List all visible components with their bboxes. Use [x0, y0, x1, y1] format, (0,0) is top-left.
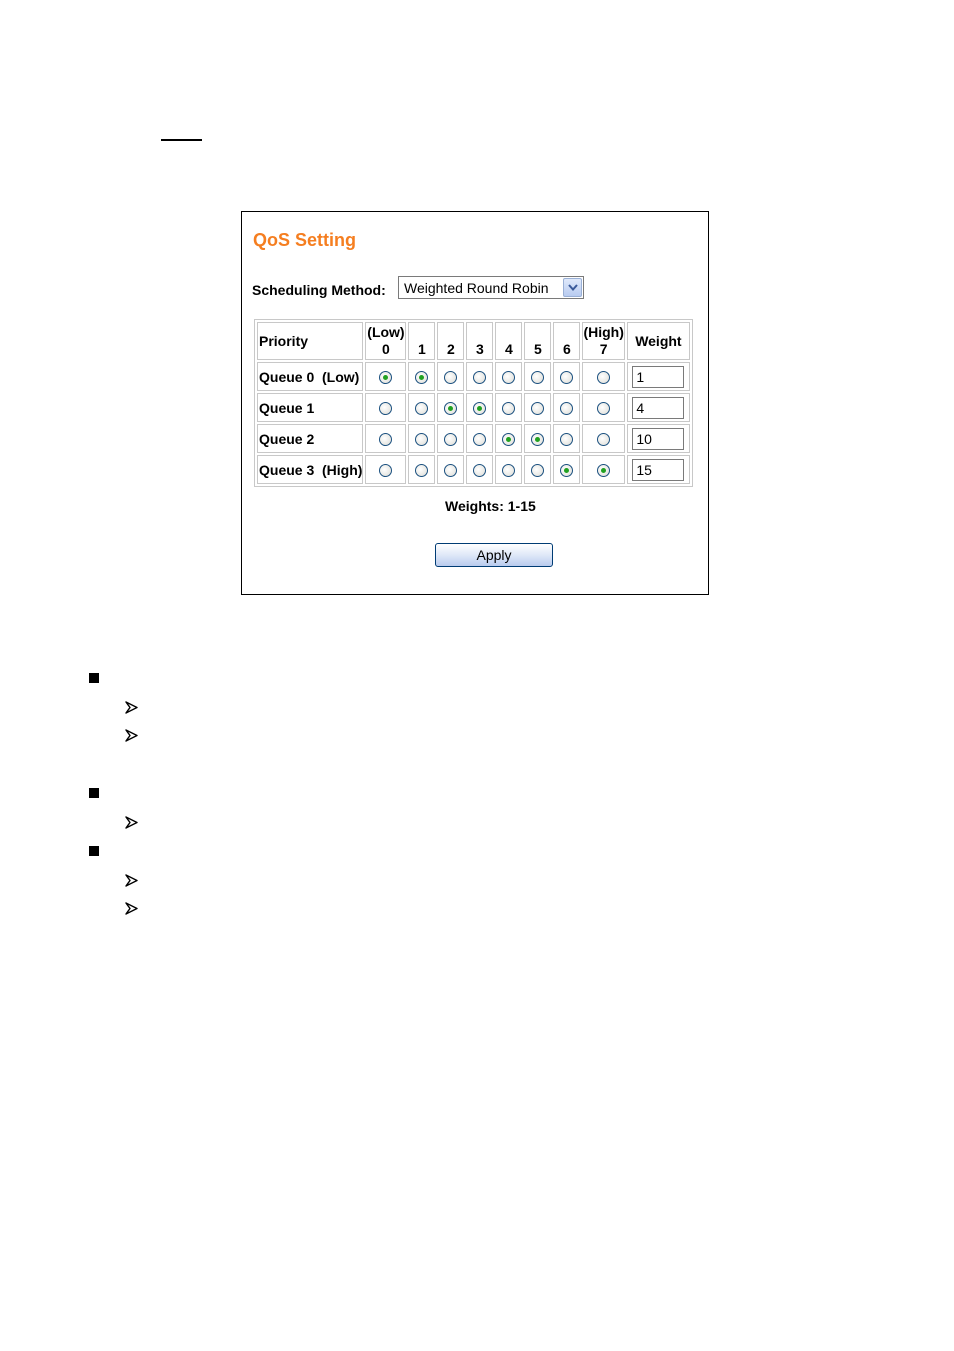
priority-cell — [524, 393, 551, 422]
table-row — [257, 393, 690, 422]
header-level-3-number: 3 — [476, 341, 484, 357]
queue-0-weight-input[interactable] — [632, 366, 684, 388]
queue-1-weight-input[interactable] — [632, 397, 684, 419]
header-level-6 — [553, 322, 580, 360]
priority-cell — [466, 424, 493, 453]
queue-2-priority-7-radio[interactable] — [597, 433, 610, 446]
queue-3-priority-2-radio[interactable] — [444, 464, 457, 477]
qos-setting-panel — [241, 211, 709, 595]
priority-cell — [408, 424, 435, 453]
queue-3-weight-input[interactable] — [632, 459, 684, 481]
weight-cell — [627, 455, 690, 484]
queue-3-priority-5-radio[interactable] — [531, 464, 544, 477]
header-level-0-number: 0 — [382, 341, 390, 357]
arrow-bullet-icon — [125, 729, 138, 742]
priority-cell — [524, 455, 551, 484]
queue-0-priority-5-radio[interactable] — [531, 371, 544, 384]
header-level-4-number: 4 — [505, 341, 513, 357]
priority-cell — [365, 393, 406, 422]
queue-0-priority-0-radio[interactable] — [379, 371, 392, 384]
queue-3-priority-0-radio[interactable] — [379, 464, 392, 477]
priority-cell — [582, 455, 624, 484]
scheduling-method-label: Scheduling Method: — [252, 282, 386, 298]
priority-cell — [437, 393, 464, 422]
queue-2-priority-0-radio[interactable] — [379, 433, 392, 446]
queue-label: Queue 3 (High) — [257, 455, 363, 484]
queue-1-priority-3-radio[interactable] — [473, 402, 486, 415]
queue-1-priority-5-radio[interactable] — [531, 402, 544, 415]
queue-1-priority-0-radio[interactable] — [379, 402, 392, 415]
square-bullet-icon — [89, 788, 99, 798]
queue-0-priority-2-radio[interactable] — [444, 371, 457, 384]
arrow-bullet-icon — [125, 816, 138, 829]
weight-cell — [627, 362, 690, 391]
queue-3-priority-3-radio[interactable] — [473, 464, 486, 477]
header-level-6-number: 6 — [563, 341, 571, 357]
queue-2-priority-5-radio[interactable] — [531, 433, 544, 446]
queue-0-priority-6-radio[interactable] — [560, 371, 573, 384]
queue-1-priority-7-radio[interactable] — [597, 402, 610, 415]
priority-cell — [466, 362, 493, 391]
priority-cell — [553, 455, 580, 484]
queue-label: Queue 0 (Low) — [257, 362, 363, 391]
header-level-1 — [408, 322, 435, 360]
header-level-1-number: 1 — [418, 341, 426, 357]
priority-cell — [408, 393, 435, 422]
priority-cell — [553, 362, 580, 391]
arrow-bullet-icon — [125, 902, 138, 915]
header-level-5 — [524, 322, 551, 360]
priority-cell — [524, 362, 551, 391]
table-row — [257, 455, 690, 484]
priority-cell — [466, 393, 493, 422]
queue-0-priority-1-radio[interactable] — [415, 371, 428, 384]
queue-label: Queue 2 — [257, 424, 363, 453]
queue-2-priority-3-radio[interactable] — [473, 433, 486, 446]
queue-1-priority-2-radio[interactable] — [444, 402, 457, 415]
queue-3-priority-1-radio[interactable] — [415, 464, 428, 477]
scheduling-method-select[interactable] — [398, 276, 584, 299]
priority-cell — [495, 362, 522, 391]
header-priority: Priority — [257, 322, 363, 360]
queue-2-priority-2-radio[interactable] — [444, 433, 457, 446]
chevron-down-icon[interactable] — [563, 278, 582, 297]
scheduling-method-value: Weighted Round Robin — [404, 280, 549, 296]
priority-cell — [495, 424, 522, 453]
header-level-7 — [582, 322, 624, 360]
header-level-2 — [437, 322, 464, 360]
weights-range-note: Weights: 1-15 — [445, 498, 536, 514]
priority-cell — [582, 362, 624, 391]
priority-cell — [365, 455, 406, 484]
queue-3-priority-4-radio[interactable] — [502, 464, 515, 477]
queue-2-priority-6-radio[interactable] — [560, 433, 573, 446]
header-high-label: (High) — [583, 324, 624, 340]
queue-1-priority-1-radio[interactable] — [415, 402, 428, 415]
square-bullet-icon — [89, 846, 99, 856]
priority-queue-table — [254, 319, 693, 487]
table-header-row — [257, 322, 690, 360]
priority-cell — [408, 362, 435, 391]
queue-0-priority-7-radio[interactable] — [597, 371, 610, 384]
priority-cell — [582, 424, 624, 453]
header-level-7-number: 7 — [599, 341, 608, 357]
queue-2-priority-4-radio[interactable] — [502, 433, 515, 446]
queue-0-priority-4-radio[interactable] — [502, 371, 515, 384]
header-weight: Weight — [627, 322, 690, 360]
weight-cell — [627, 393, 690, 422]
apply-button[interactable]: Apply — [435, 543, 553, 567]
queue-label: Queue 1 — [257, 393, 363, 422]
queue-3-priority-6-radio[interactable] — [560, 464, 573, 477]
priority-cell — [582, 393, 624, 422]
queue-1-priority-4-radio[interactable] — [502, 402, 515, 415]
priority-cell — [495, 455, 522, 484]
priority-cell — [365, 424, 406, 453]
header-level-4 — [495, 322, 522, 360]
queue-2-priority-1-radio[interactable] — [415, 433, 428, 446]
priority-cell — [437, 455, 464, 484]
header-level-0 — [365, 322, 406, 360]
priority-cell — [495, 393, 522, 422]
priority-cell — [553, 424, 580, 453]
weight-cell — [627, 424, 690, 453]
priority-cell — [365, 362, 406, 391]
arrow-bullet-icon — [125, 701, 138, 714]
page-title: QoS Setting — [253, 230, 356, 250]
queue-1-priority-6-radio[interactable] — [560, 402, 573, 415]
queue-0-priority-3-radio[interactable] — [473, 371, 486, 384]
header-level-5-number: 5 — [534, 341, 542, 357]
priority-cell — [553, 393, 580, 422]
square-bullet-icon — [89, 673, 99, 683]
header-level-2-number: 2 — [447, 341, 455, 357]
queue-3-priority-7-radio[interactable] — [597, 464, 610, 477]
priority-cell — [466, 455, 493, 484]
arrow-bullet-icon — [125, 874, 138, 887]
priority-cell — [437, 424, 464, 453]
priority-cell — [408, 455, 435, 484]
header-low-label: (Low) — [367, 324, 405, 340]
priority-cell — [524, 424, 551, 453]
table-row — [257, 424, 690, 453]
priority-cell — [437, 362, 464, 391]
queue-2-weight-input[interactable] — [632, 428, 684, 450]
table-row — [257, 362, 690, 391]
header-level-3 — [466, 322, 493, 360]
heading-underline — [161, 139, 202, 141]
